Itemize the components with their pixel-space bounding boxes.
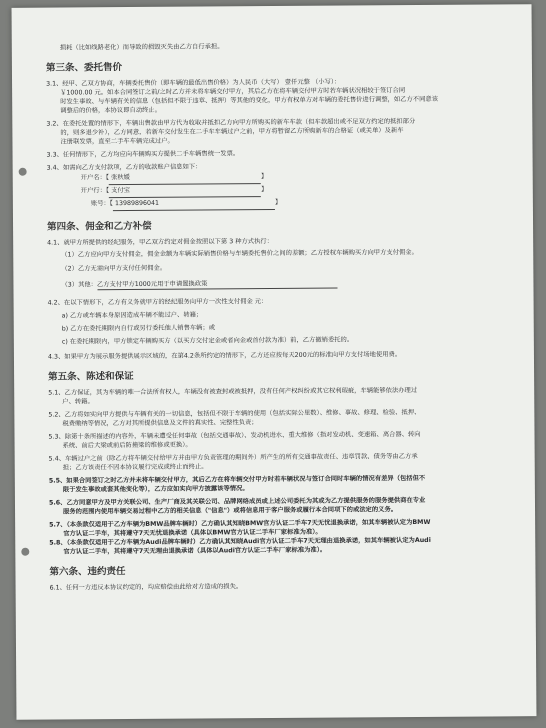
item-c: c) 在委托期限内，甲方锁定车辆购买方（以买方交付定金或者向金或首付款为准）前，乙方撤销委托的。 — [61, 336, 354, 346]
punch-hole — [21, 548, 29, 556]
item-b: b) 乙方在委托期限内自行或另行委托他人销售车辆；或 — [61, 324, 216, 333]
section-3-title: 第三条、委托售价 — [45, 62, 122, 74]
clause-3-4: 3.4、如需向乙方支付款项，乙方的收款账户信息如下： — [46, 163, 202, 172]
punch-hole — [19, 168, 27, 176]
clause-5-8: 5.8、（本条款仅适用于乙方车辆为Audi品牌车辆时）乙方确认其知晓Audi官方认证二手车7天无理由退换承诺，如其车辆被认定为Audi 官方认证二手车，其将遵守7天无理由退换承诺（具体以Audi官方认证二手车厂家标准为准）。 — [49, 536, 431, 556]
clause-5-2: 5.2、乙方将如实向甲方提供与车辆有关的一切信息，包括但不限于车辆的使用（包括实际公里数）、维修、事故、修理、检验、抵押、 税费缴纳等情况，乙方对其所提供信息及文件的真实性、完整性负责； — [48, 408, 421, 428]
clause-5-4: 5.4、车辆过户之前（除乙方将车辆交付给甲方并由甲方负责管理的期间外）所产生的所有交通事故责任、违章罚款、债务等由乙方承 担；乙方该责任不因本协议履行完成或终止而终止。 — [48, 452, 418, 472]
section-5-title: 第五条、陈述和保证 — [48, 370, 134, 383]
section-6-title: 第六条、违约责任 — [49, 566, 126, 578]
account-name-row: 开户名：【 张秋媛 】 — [47, 169, 517, 185]
option-1: （1）乙方应向甲方支付佣金，佣金金额为车辆实际销售价格与车辆委托售价之间的差额；乙方授权车辆购买方向甲方支付佣金。 — [61, 248, 418, 259]
item-a: a) 乙方或车辆本身原因造成车辆不能过户、转籍； — [61, 311, 203, 320]
clause-5-7: 5.7、（本条款仅适用于乙方车辆为BMW品牌车辆时）乙方确认其知晓BMW官方认证二手车7天无忧退换承诺，如其车辆被认定为BMW 官方认证二手车，其将遵守7天无忧退换承诺（具体以BMW官方认证二手车厂家标准为准）。 — [49, 518, 431, 538]
account-number-value: 13989896041 — [114, 199, 160, 208]
clause-4-2: 4.2、在以下情形下，乙方有义务就甲方的经纪服务向甲方一次性支付佣金 元： — [47, 298, 268, 307]
clause-5-6: 5.6、乙方同意甲方及甲方关联公司、生产厂商及其关联公司、品牌网络成员或上述公司委托为其或为乙方提供服务的服务提供商在专业 服务的范围内使用车辆交易过程中乙方的相关信息（"信息"）或将信息用于客户服务或履行本合同项下的或法定的义务。 — [48, 496, 426, 516]
option-3: （3）其他：乙方支付甲方1000元用于申请置换政策 — [47, 277, 517, 290]
clause-3-3: 3.3、任何情形下，乙方均应向车辆购买方提供二手车辆售统一发票。 — [46, 150, 240, 159]
contract-body — [46, 40, 520, 592]
top-line: 损耗（比如线路老化）而导致的损毁灭失由乙方自行承担。 — [59, 43, 224, 52]
clause-4-3: 4.3、如果甲方为展示服务提供展示区域的，在第4.2条所约定的情形下，乙方还应按每天200元的标准向甲方支付场地使用费。 — [47, 351, 402, 361]
clause-5-3: 5.3、除第十条所描述的内容外，车辆未遭受任何事故（包括交通事故）、发动机进水、重大维修（指对发动机、变速箱、离合器、转向 系统、前后大梁或前后防撞梁的维修或更换）。 — [48, 430, 421, 450]
account-bank-value: 支付宝 — [111, 187, 131, 195]
clause-4-1: 4.1、就甲方所提供的经纪服务，甲乙双方约定对佣金按照以下第 3 种方式执行： — [47, 238, 274, 247]
account-name-value: 张秋媛 — [111, 174, 130, 182]
account-number-row: 账号：【 13989896041 】 — [47, 195, 517, 211]
account-bank-row: 开户行：【 支付宝 】 — [47, 182, 517, 198]
contract-page — [12, 4, 537, 720]
clause-5-1: 5.1、乙方保证，其为车辆的唯一合法所有权人，车辆没有被查封或被抵押，没有任何产权纠纷或其它权利瑕疵，车辆能够依法办理过 户、转籍。 — [48, 387, 418, 406]
clause-3-1: 3.1、经甲、乙双方协商，车辆委托售价（即车辆的最低出售价格）为人民币（大写） 壹仟元整 （小写）： ￥1000.00 元。如本合同签订之前/之时乙方并未将车辆交付甲方，其后乙方在将车辆交付甲方时若车辆状况相较于签订合同 时发生事故、与车辆有关的信息（包括但不限于违章、抵押）等其他的变化，甲方有权单方对车辆的委托售价进行调整，如乙方不同意该 调整后的价格，本协议即自动终止。 — [46, 78, 439, 115]
section-4-title: 第四条、佣金和乙方补偿 — [47, 220, 152, 233]
clause-5-5: 5.5、如果合同签订之时乙方并未将车辆交付甲方，其后乙方在将车辆交付甲方时若车辆状况与签订合同时车辆的情况有差异（包括但不 限于发生事故或套其他变化等），乙方应如实向甲方披露该等情况。 — [48, 474, 426, 494]
clause-6-1: 6.1、任何一方违反本协议约定的，均应赔偿由此给对方造成的损失。 — [49, 583, 243, 592]
option-2: （2）乙方无需向甲方支付任何佣金。 — [61, 264, 167, 273]
option-3-value: 乙方支付甲方1000元用于申请置换政策 — [97, 279, 337, 291]
clause-3-2: 3.2、在委托处置的情形下，车辆出售款由甲方代为收取并抵扣乙方向甲方所购买的新车车款（但车款超出或不足双方约定的抵扣部分 的，则多退少补），乙方同意，若新车交付发生在二手车车辆过户之前，甲方将暂留乙方所购新车的合格证（或关单）及新车 注册联发票，直至二手车车辆完成过户。 — [46, 118, 416, 146]
